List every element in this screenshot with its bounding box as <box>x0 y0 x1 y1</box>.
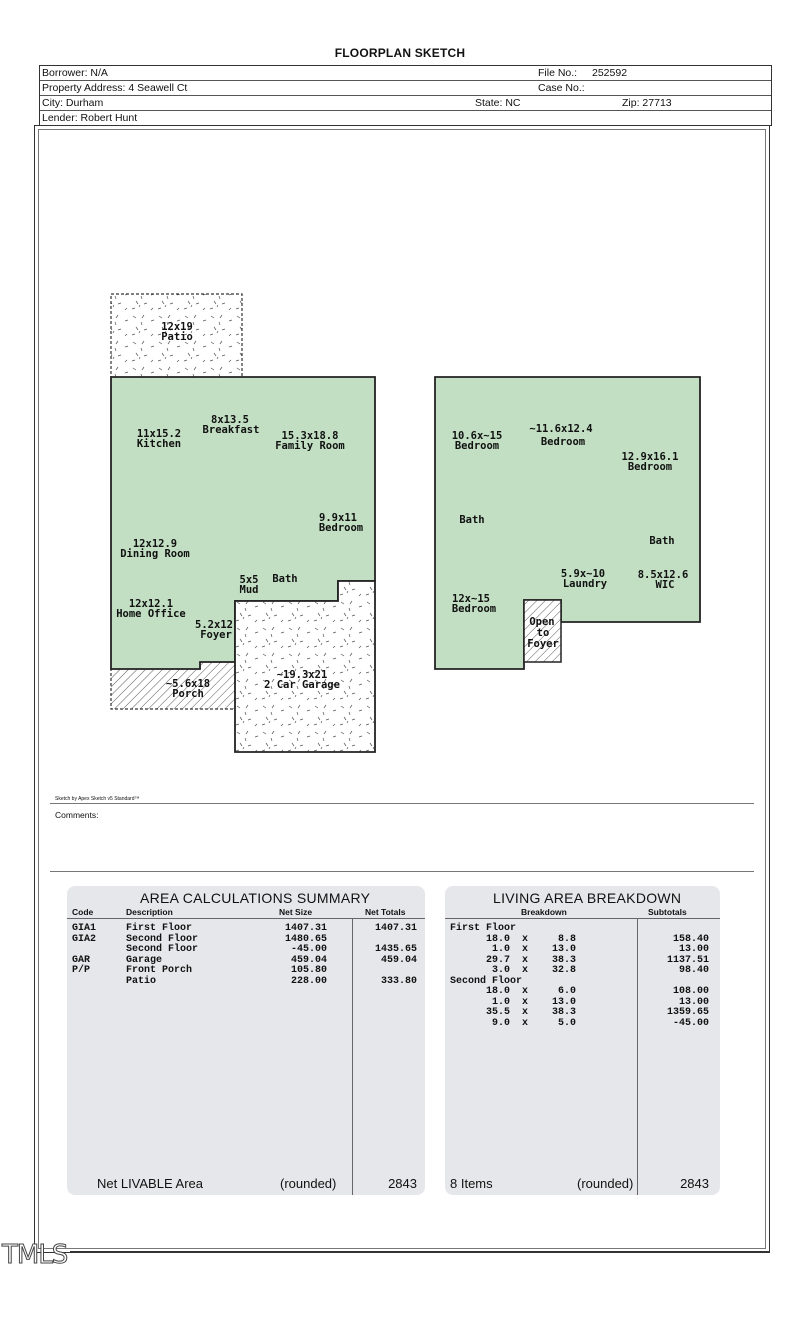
file-no-label: File No.: <box>538 67 578 79</box>
comments-top-divider <box>50 803 754 804</box>
dining-label: Dining Room <box>120 548 190 560</box>
area-net-totals: 1407.31 1435.65 459.04 333.80 <box>374 923 417 987</box>
col-subtotals: Subtotals <box>648 907 687 917</box>
bedroom-2-size: 10.6x~15 <box>451 430 503 442</box>
comments-label: Comments: <box>55 810 99 820</box>
col-description: Description <box>126 907 173 917</box>
net-livable-total: 2843 <box>388 1176 417 1191</box>
breakfast-size: 8x13.5 <box>211 414 249 426</box>
state-field: State: NC <box>475 97 521 109</box>
porch-size: ~5.6x18 <box>165 678 211 690</box>
zip-field: Zip: 27713 <box>622 97 672 109</box>
logo-rule <box>70 1251 770 1252</box>
comments-bottom-divider <box>50 871 754 872</box>
living-column-divider <box>637 918 638 1195</box>
living-header-rule <box>445 918 720 919</box>
property-address: Property Address: 4 Seawell Ct <box>42 82 188 94</box>
laundry-label: Laundry <box>562 578 608 590</box>
area-descriptions: First Floor Second Floor Second Floor Garage Front Porch Patio <box>126 923 199 987</box>
bedroom-1-size: 9.9x11 <box>319 512 357 524</box>
bath-2-label: Bath <box>459 514 485 526</box>
case-no-label: Case No.: <box>538 82 585 94</box>
patio-label: Patio <box>161 331 193 343</box>
kitchen-label: Kitchen <box>136 438 182 450</box>
tmls-logo: TMLS <box>2 1240 68 1270</box>
family-room-label: Family Room <box>275 440 345 452</box>
bedroom-5-label: Bedroom <box>451 603 497 615</box>
foyer-size: 5.2x12 <box>195 619 233 631</box>
laundry-size: 5.9x~10 <box>560 568 606 580</box>
col-breakdown: Breakdown <box>521 907 567 917</box>
open-label-1: Open <box>529 616 555 628</box>
bedroom-3-size: ~11.6x12.4 <box>529 423 593 435</box>
mud-size: 5x5 <box>239 574 259 586</box>
col-code: Code <box>72 907 94 917</box>
bedroom-5-size: 12x~15 <box>452 593 490 605</box>
file-no-value: 252592 <box>592 67 628 79</box>
family-room-size: 15.3x18.8 <box>281 430 339 442</box>
bedroom-4-size: 12.9x16.1 <box>621 451 679 463</box>
page-title: FLOORPLAN SKETCH <box>334 46 466 60</box>
dining-size: 12x12.9 <box>132 538 178 550</box>
wic-size: 8.5x12.6 <box>637 569 689 581</box>
area-summary-title: AREA CALCULATIONS SUMMARY <box>140 890 371 906</box>
office-label: Home Office <box>116 608 186 620</box>
borrower-field: Borrower: N/A <box>42 67 108 79</box>
breakfast-label: Breakfast <box>202 424 260 436</box>
area-net-sizes: 1407.31 1480.65 -45.00 459.04 105.80 228.00 <box>284 923 327 987</box>
garage-label: 2 Car Garage <box>264 679 340 691</box>
patio-size: 12x19 <box>161 321 193 333</box>
bath-3-label: Bath <box>649 535 675 547</box>
living-breakdown-title: LIVING AREA BREAKDOWN <box>493 890 682 906</box>
wic-label: WIC <box>655 579 675 591</box>
open-label-3: Foyer <box>527 638 559 650</box>
bedroom-4-label: Bedroom <box>627 461 673 473</box>
foyer-label: Foyer <box>200 629 232 641</box>
living-breakdown-rows: First Floor 18.0 x 8.8 1.0 x 13.0 29.7 x 38.3 3.0 x 32.8 Second Floor 18.0 x 6.0 1.0 x 13.0 35.5 x 38.3 9.0 x 5.0 <box>450 923 577 1029</box>
bedroom-3-label: Bedroom <box>540 436 586 448</box>
bedroom-1-label: Bedroom <box>318 522 364 534</box>
garage-area <box>235 581 375 752</box>
garage-size: ~19.3x21 <box>276 669 328 681</box>
open-label-2: to <box>536 627 550 639</box>
living-breakdown-panel <box>445 886 720 1195</box>
living-rounded: (rounded) <box>577 1176 634 1191</box>
net-livable-rounded: (rounded) <box>280 1176 337 1191</box>
bedroom-2-label: Bedroom <box>454 440 500 452</box>
area-summary-header-rule <box>67 918 425 919</box>
living-items-count: 8 Items <box>450 1176 493 1191</box>
office-size: 12x12.1 <box>128 598 174 610</box>
living-subtotals: 158.40 13.00 1137.51 98.40 108.00 13.00 1359.65 -45.00 <box>666 933 709 1029</box>
col-net-size: Net Size <box>279 907 313 917</box>
living-total: 2843 <box>680 1176 709 1191</box>
sketch-credit: Sketch by Apex Sketch v5 Standard™ <box>55 796 140 802</box>
city-field: City: Durham <box>42 97 104 109</box>
porch-label: Porch <box>172 688 204 700</box>
lender-field: Lender: Robert Hunt <box>42 112 138 124</box>
kitchen-size: 11x15.2 <box>136 428 182 440</box>
col-net-totals: Net Totals <box>365 907 406 917</box>
bath-1-label: Bath <box>272 573 298 585</box>
area-summary-panel <box>67 886 425 1195</box>
area-codes: GIA1 GIA2 GAR P/P <box>72 923 97 976</box>
net-livable-label: Net LIVABLE Area <box>97 1176 203 1191</box>
area-summary-column-divider <box>352 918 353 1195</box>
mud-label: Mud <box>239 584 259 596</box>
